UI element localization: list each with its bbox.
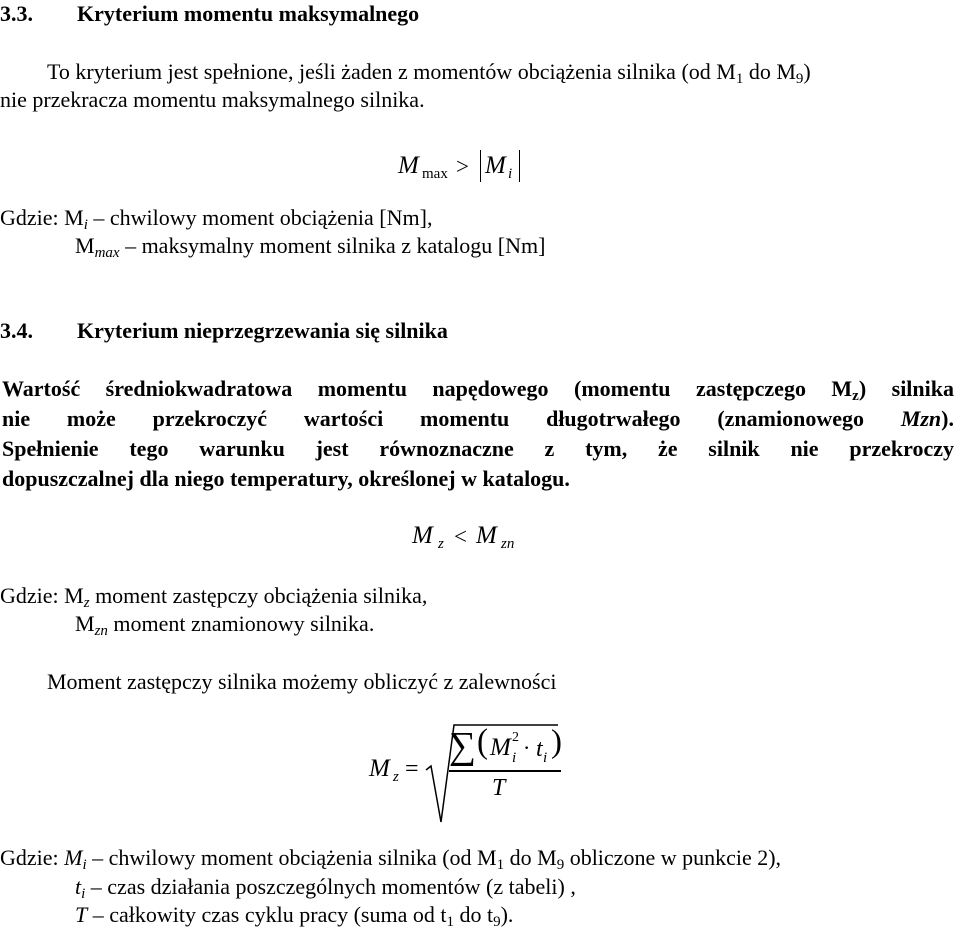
paragraph-line: nie może przekroczyć wartości momentu długotrwałego (znamionowego Mzn). — [2, 406, 954, 431]
paragraph-line: Wartość średniokwadratowa momentu napędowego (momentu zastępczego $M_z$) silnika — [2, 376, 954, 404]
section-title: Kryterium momentu maksymalnego — [77, 1, 420, 26]
section-number: 3.3. — [0, 1, 33, 26]
definition-line: $M_{max}$ – maksymalny moment silnika z katalogu [Nm] — [75, 233, 546, 261]
definition-line: $M_{zn}$ moment znamionowy silnika. — [75, 611, 375, 639]
definition-line: Gdzie: $M_i$ – chwilowy moment obciążenia [Nm], — [0, 205, 433, 233]
definition-line: $t_i$ – czas działania poszczególnych momentów (z tabeli) , — [75, 874, 576, 902]
paragraph-line: nie przekracza momentu maksymalnego silnika. — [0, 87, 425, 112]
section-number: 3.4. — [0, 318, 33, 343]
definition-line: T – całkowity czas cyklu pracy (suma od $t_1$ do $t_9$). — [75, 902, 514, 930]
definition-line: Gdzie: $M_z$ moment zastępczy obciążenia silnika, — [0, 583, 428, 611]
section-title: Kryterium nieprzegrzewania się silnika — [77, 318, 448, 343]
paragraph-line: To kryterium jest spełnione, jeśli żaden z momentów obciążenia silnika (od $M_1$ do $M_9$) — [47, 59, 811, 87]
fraction-bar — [449, 770, 561, 772]
paragraph-line: dopuszczalnej dla niego temperatury, określonej w katalogu. — [2, 466, 570, 491]
paragraph-line: Moment zastępczy silnika możemy obliczyć z zalewności — [47, 669, 557, 694]
definition-line: Gdzie: $M_i$ – chwilowy moment obciążenia silnika (od $M_1$ do $M_9$ obliczone w punkcie 2), — [0, 845, 782, 873]
paragraph-line: Spełnienie tego warunku jest równoznaczne z tym, że silnik nie przekroczy — [2, 436, 954, 461]
